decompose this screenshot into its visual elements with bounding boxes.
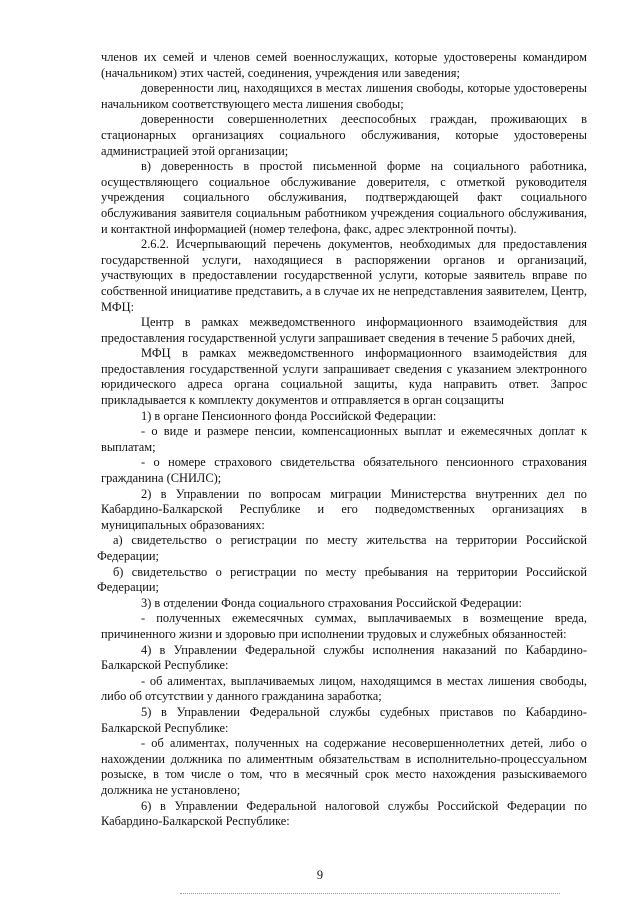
list-item: 6) в Управлении Федеральной налоговой службы Российской Федерации по Кабардино-Балкарской Республике: [101,798,587,829]
list-item: 3) в отделении Фонда социального страхования Российской Федерации: [141,595,522,610]
list-item: - о номере страхового свидетельства обязательного пенсионного страхования гражданина (СНИЛС); [101,455,587,486]
paragraph: Центр в рамках межведомственного информационного взаимодействия для предоставления государственной услуги запрашивает сведения в течение 5 рабочих дней, [101,315,587,345]
list-item: 5) в Управлении Федеральной службы судебных приставов по Кабардино-Балкарской Республике: [101,704,587,735]
paragraph: 2.6.2. Исчерпывающий перечень документов, необходимых для предоставления государственной услуги, находящиеся в распоряжении органов и организаций, участвующих в предоставлении государственной услуги, которые заявитель вправе по собственной инициативе представить, а в случае их не непредставления заявителем, Центр, МФЦ: [101,237,587,314]
body-text [97,50,587,830]
list-item: - об алиментах, выплачиваемых лицом, находящимся в местах лишения свободы, либо об отсутствии у данного гражданина заработка; [101,673,587,704]
paragraph: доверенности лиц, находящихся в местах лишения свободы, которые удостоверены начальником соответствующего места лишения свободы; [101,81,587,111]
paragraph: членов их семей и членов семей военнослужащих, которые удостоверены командиром (начальником) этих частей, соединения, учреждения или заведения; [101,50,587,80]
page-number: 9 [316,868,324,882]
list-item: 2) в Управлении по вопросам миграции Министерства внутренних дел по Кабардино-Балкарской Республике и его подведомственных организациях в муниципальных образованиях: [101,486,587,532]
list-item: б) свидетельство о регистрации по месту пребывания на территории Российской Федерации; [97,564,587,595]
footer-divider [180,893,560,894]
paragraph: доверенности совершеннолетних дееспособных граждан, проживающих в стационарных организациях социального обслуживания, которые удостоверены администрацией этой организации; [101,112,587,158]
list-item: - об алиментах, полученных на содержание несовершеннолетних детей, либо о нахождении должника по алиментным обязательствам в исполнительно-процессуальном розыске, в том числе о том, что в месячный срок место нахождения разыскиваемого должника не установлено; [101,736,587,797]
list-item: а) свидетельство о регистрации по месту жительства на территории Российской Федерации; [97,533,587,563]
list-item: 4) в Управлении Федеральной службы исполнения наказаний по Кабардино-Балкарской Республике: [101,642,587,673]
paragraph: МФЦ в рамках межведомственного информационного взаимодействия для предоставления государственной услуги запрашивает сведения с указанием электронного юридического адреса органа социальной защиты, куда направить ответ. Запрос прикладывается к комплекту документов и отправляется в орган соцзащиты [101,346,587,408]
list-item: - о виде и размере пенсии, компенсационных выплат и ежемесячных доплат к выплатам; [101,424,587,454]
list-item: 1) в органе Пенсионного фонда Российской Федерации: [141,408,437,423]
paragraph: в) доверенность в простой письменной форме на социального работника, осуществляющего социальное обслуживание доверителя, с отметкой руководителя учреждения социального обслуживания, подтверждающей факт социального обслуживания заявителя социальным работником учреждения социального обслуживания, и контактной информацией (номер телефона, факс, адрес электронной почты). [101,159,587,236]
list-item: - полученных ежемесячных суммах, выплачиваемых в возмещение вреда, причиненного жизни и здоровью при исполнении трудовых и служебных обязанностей: [101,611,587,641]
